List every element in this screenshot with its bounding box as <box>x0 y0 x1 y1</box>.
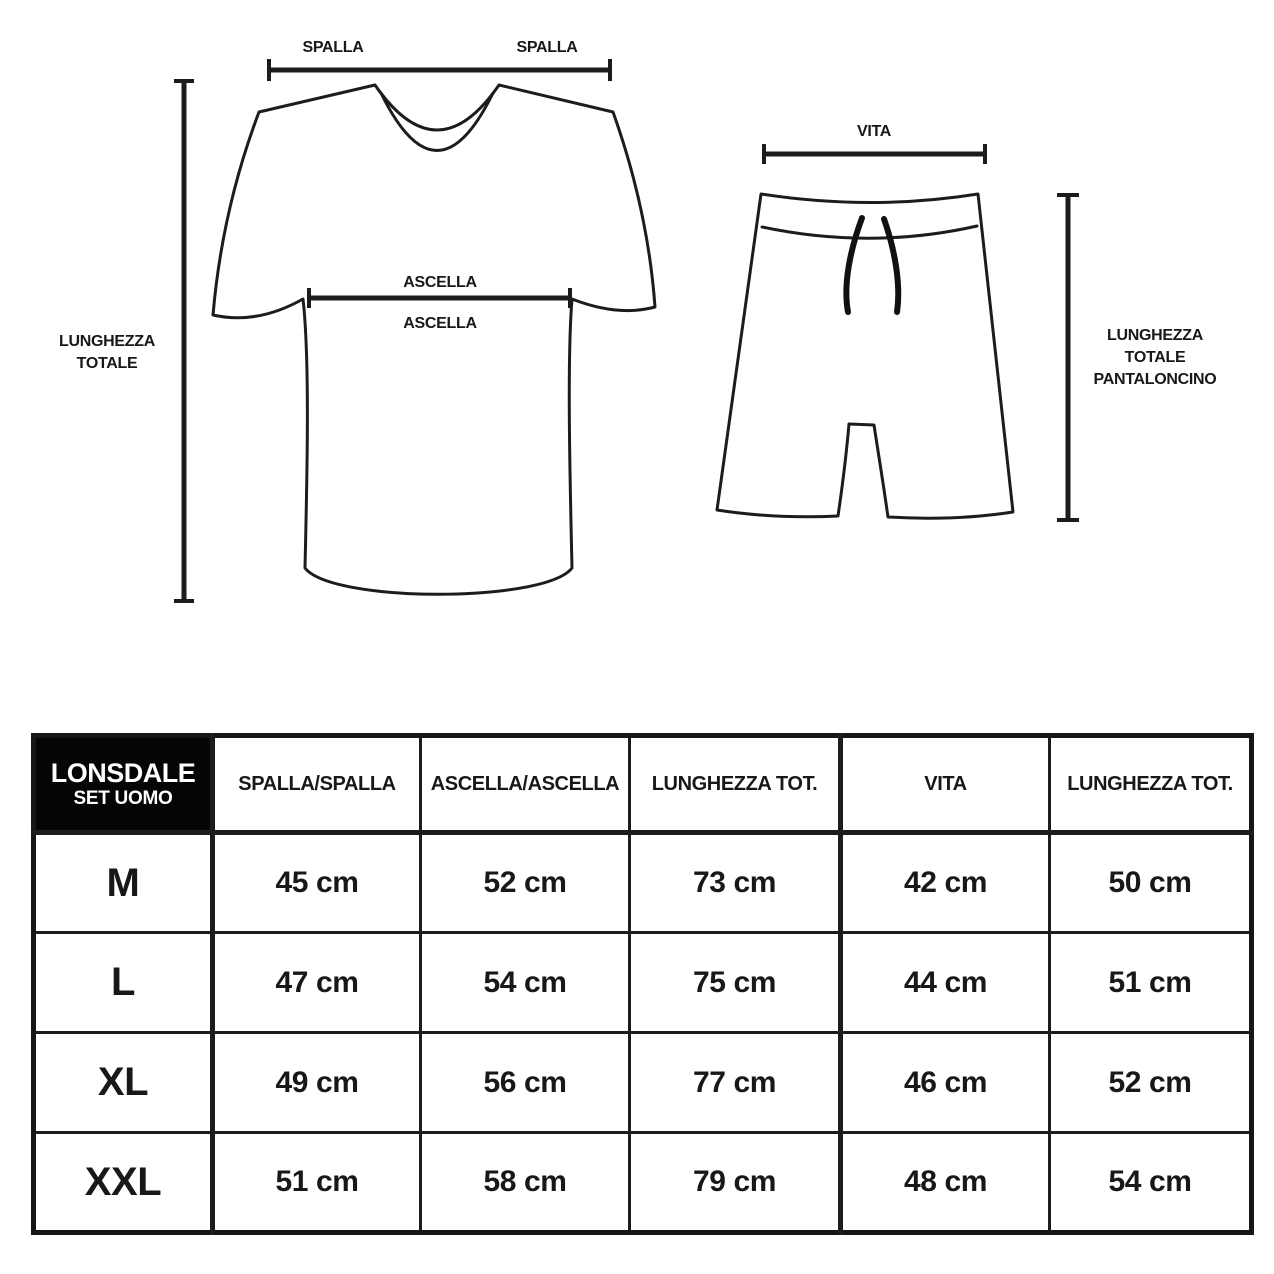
shoulder-label-left: SPALLA <box>302 39 364 56</box>
size-row-label: M <box>34 833 213 933</box>
chest-label-top: ASCELLA <box>403 274 477 291</box>
measurement-cell: 44 cm <box>841 933 1050 1033</box>
shorts-length-label-line2: TOTALE <box>1124 349 1186 366</box>
shorts-length-label-line1: LUNGHEZZA <box>1107 327 1203 344</box>
shorts-outline-icon <box>717 194 1013 518</box>
measurement-cell: 52 cm <box>421 833 630 933</box>
measurement-cell: 49 cm <box>213 1033 421 1133</box>
tshirt-length-label-line1: LUNGHEZZA <box>59 333 155 350</box>
tshirt-diagram <box>59 39 655 601</box>
measurement-cell: 52 cm <box>1050 1033 1252 1133</box>
measurement-cell: 56 cm <box>421 1033 630 1133</box>
table-row-xl <box>34 1033 1252 1133</box>
col-header-vita: VITA <box>841 736 1050 833</box>
table-row-l <box>34 933 1252 1033</box>
table-row-xxl <box>34 1133 1252 1233</box>
brand-name: LONSDALE <box>50 758 196 788</box>
measurement-cell: 79 cm <box>630 1133 841 1233</box>
tshirt-length-label-line2: TOTALE <box>76 355 138 372</box>
size-row-label: XL <box>34 1033 213 1133</box>
shorts-diagram <box>717 123 1216 520</box>
waist-label: VITA <box>856 123 892 140</box>
measurement-cell: 58 cm <box>421 1133 630 1233</box>
col-header-lunghezza-shorts: LUNGHEZZA TOT. <box>1050 736 1252 833</box>
table-header-row <box>34 736 1252 833</box>
tshirt-collar-icon <box>381 93 493 151</box>
size-row-label: XXL <box>34 1133 213 1233</box>
shorts-length-label-line3: PANTALONCINO <box>1093 371 1217 388</box>
brand-subtitle: SET UOMO <box>73 788 173 809</box>
shorts-waistband-icon <box>762 226 977 238</box>
measurement-cell: 51 cm <box>213 1133 421 1233</box>
tshirt-outline-icon <box>213 85 655 594</box>
measurement-cell: 50 cm <box>1050 833 1252 933</box>
measurement-cell: 45 cm <box>213 833 421 933</box>
shoulder-label-right: SPALLA <box>516 39 578 56</box>
measurement-cell: 46 cm <box>841 1033 1050 1133</box>
col-header-spalla: SPALLA/SPALLA <box>213 736 421 833</box>
size-row-label: L <box>34 933 213 1033</box>
col-header-lunghezza-tshirt: LUNGHEZZA TOT. <box>630 736 841 833</box>
measurement-cell: 73 cm <box>630 833 841 933</box>
measurement-cell: 47 cm <box>213 933 421 1033</box>
drawstring-left-icon <box>846 218 862 312</box>
measurement-cell: 75 cm <box>630 933 841 1033</box>
chest-label-bottom: ASCELLA <box>403 315 477 332</box>
size-table <box>31 733 1254 1235</box>
measurement-cell: 42 cm <box>841 833 1050 933</box>
measurement-cell: 54 cm <box>1050 1133 1252 1233</box>
drawstring-right-icon <box>884 219 898 312</box>
brand-header-cell <box>34 736 213 833</box>
measurement-cell: 48 cm <box>841 1133 1050 1233</box>
measurement-cell: 51 cm <box>1050 933 1252 1033</box>
measurement-cell: 77 cm <box>630 1033 841 1133</box>
table-row-m <box>34 833 1252 933</box>
measurement-cell: 54 cm <box>421 933 630 1033</box>
col-header-ascella: ASCELLA/ASCELLA <box>421 736 630 833</box>
